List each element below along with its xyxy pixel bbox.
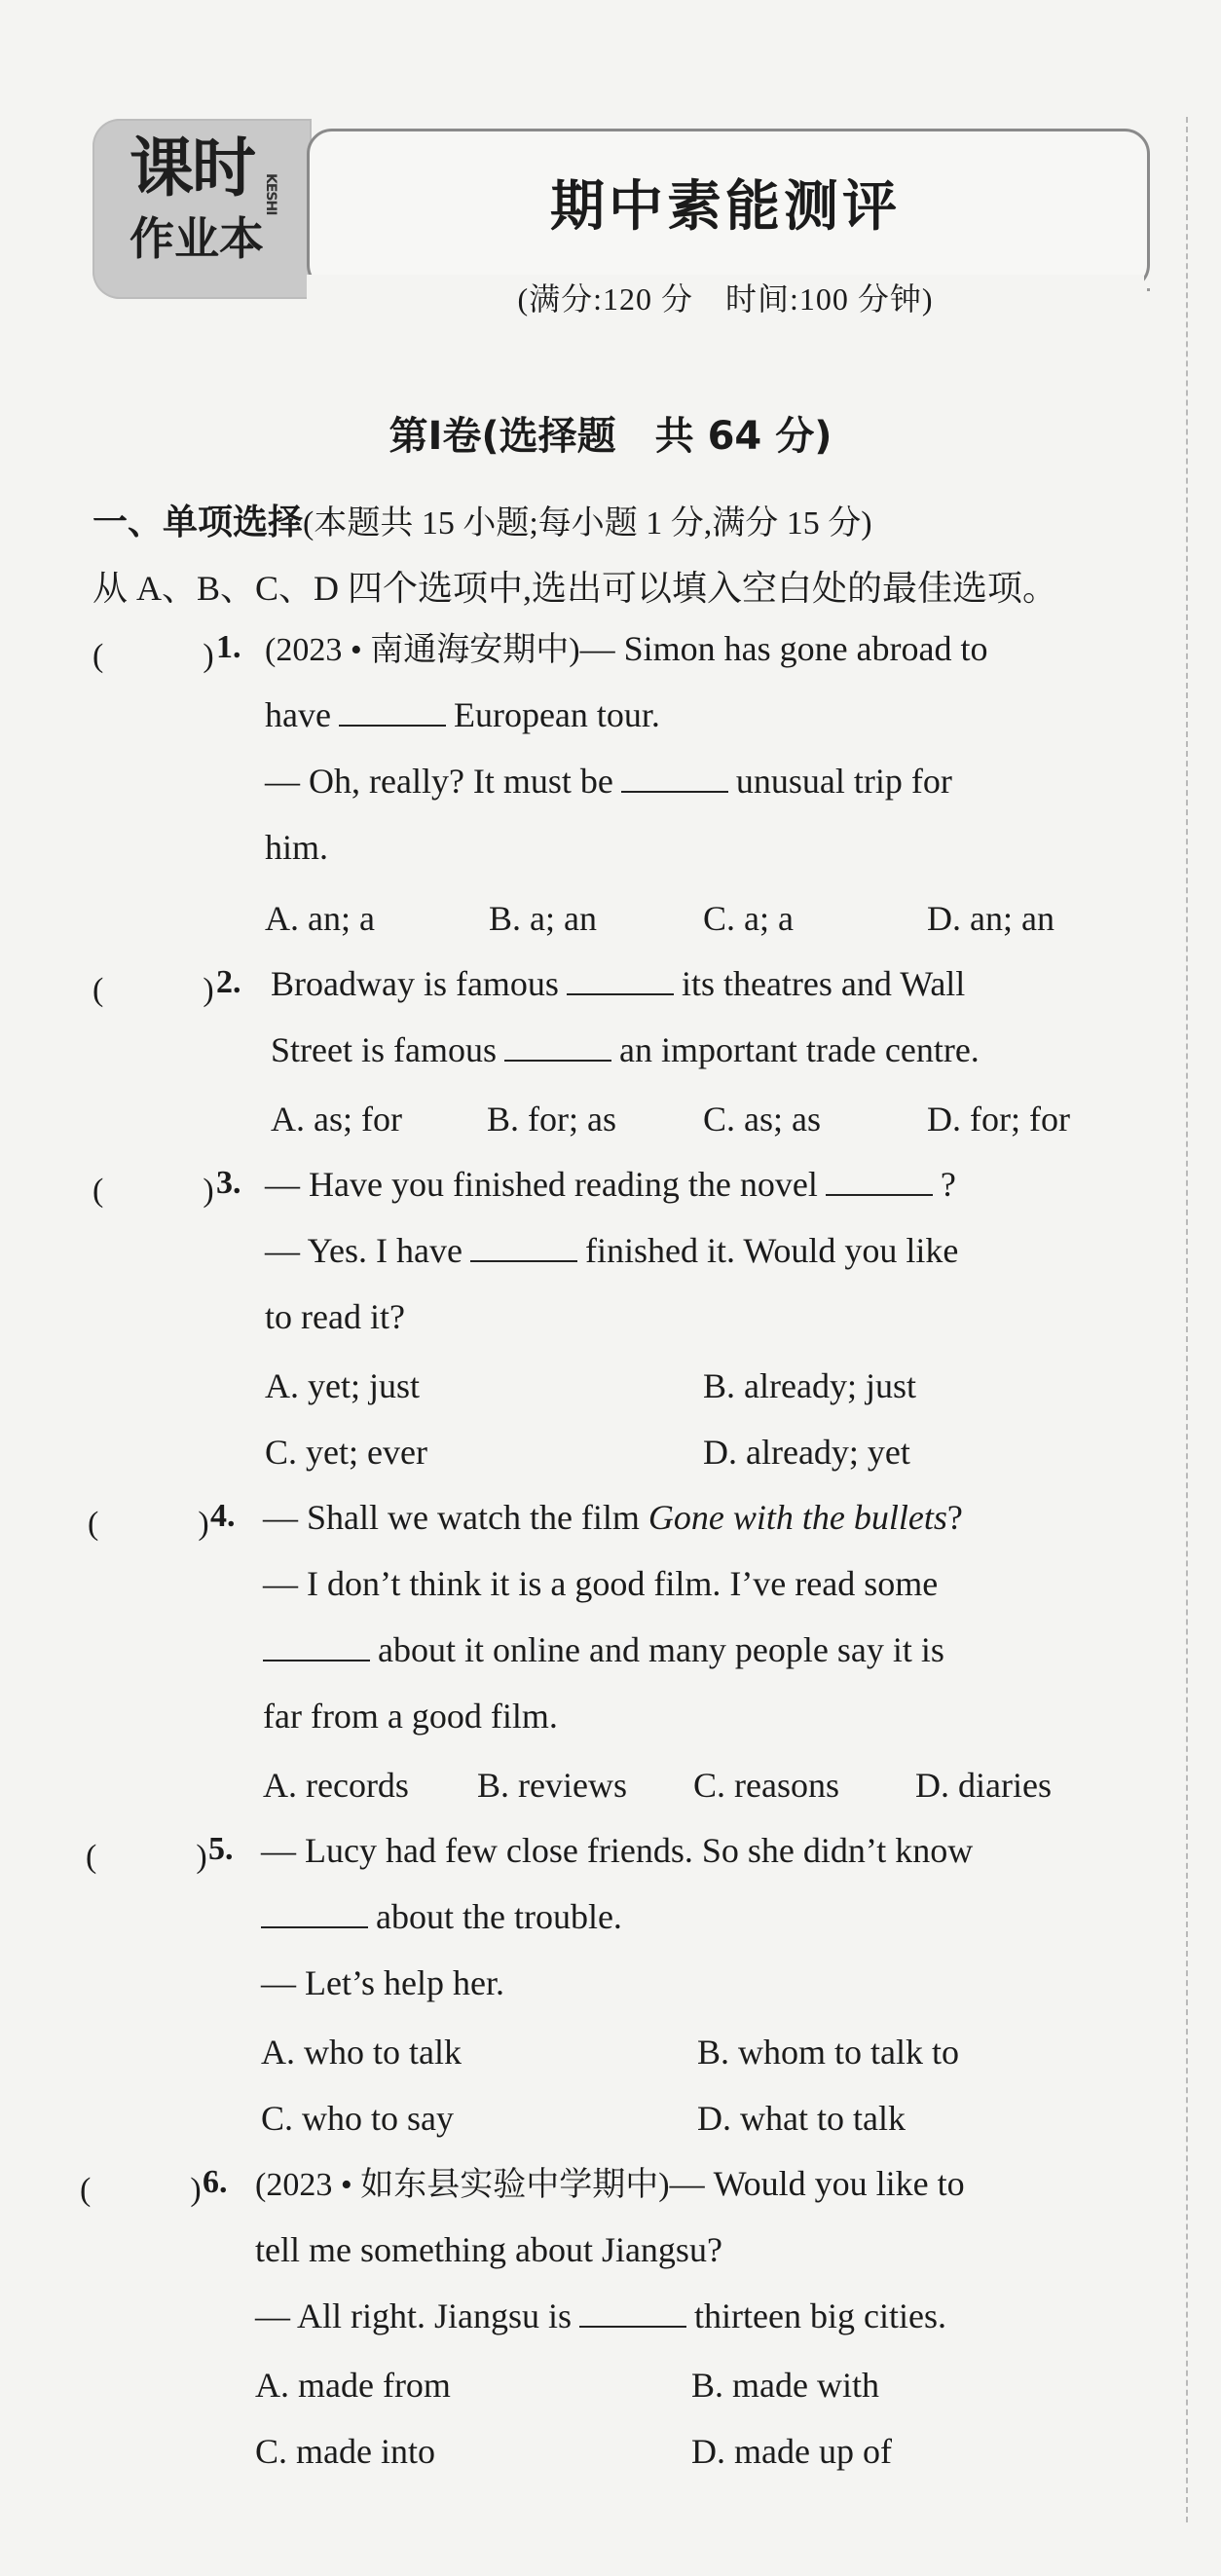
logo-text-small: KESHI	[263, 173, 278, 215]
option[interactable]: C. reasons	[693, 1766, 839, 1805]
question-text: — Oh, really? It must be	[265, 762, 613, 801]
question-text: thirteen big cities.	[694, 2296, 946, 2335]
question-line: to read it?	[265, 1297, 405, 1336]
section-title	[92, 495, 872, 544]
option[interactable]: D. diaries	[915, 1766, 1052, 1805]
option[interactable]: B. for; as	[487, 1100, 616, 1139]
part-title: 第Ⅰ卷(选择题 共 64 分)	[388, 414, 832, 459]
question-line: — Let’s help her.	[261, 1963, 504, 2002]
option[interactable]: A. who to talk	[261, 2033, 462, 2072]
option[interactable]: A. an; a	[265, 899, 375, 938]
question-text: — All right. Jiangsu is	[255, 2296, 573, 2335]
question-text: ?	[946, 1498, 963, 1537]
question-line	[261, 1899, 622, 1934]
question-source: (2023 • 如东县实验中学期中)	[255, 2167, 670, 2203]
question-line	[265, 1233, 958, 1268]
logo-text-top: 课时	[130, 131, 254, 205]
logo-text-bottom: 作业本	[130, 212, 264, 265]
question-line: — I don’t think it is a good film. I’ve read some	[263, 1564, 939, 1603]
answer-blank	[504, 1059, 611, 1062]
question-line: — Lucy had few close friends. So she didn’t know	[261, 1831, 974, 1870]
question-text: unusual trip for	[735, 762, 952, 801]
option[interactable]: D. already; yet	[703, 1433, 910, 1472]
question-line: far from a good film.	[263, 1697, 558, 1736]
question-line	[271, 966, 965, 1001]
answer-blank	[621, 790, 728, 793]
answer-blank	[567, 992, 674, 995]
question-text: — Have you finished reading the novel	[265, 1165, 818, 1204]
question-line	[271, 1032, 980, 1067]
answer-bracket[interactable]: ( )	[88, 1506, 209, 1542]
question-text: about it online and many people say it is	[378, 1630, 944, 1669]
option[interactable]: C. made into	[255, 2432, 435, 2471]
question-line	[265, 764, 952, 799]
question-text: Street is famous	[271, 1030, 497, 1069]
question-text: about the trouble.	[376, 1897, 622, 1936]
question-number: 3.	[216, 1165, 241, 1201]
option[interactable]: D. an; an	[927, 899, 1054, 938]
question-text: Broadway is famous	[271, 964, 559, 1003]
option[interactable]: C. who to say	[261, 2099, 454, 2138]
question-text: — Simon has gone abroad to	[579, 629, 988, 668]
answer-blank	[826, 1193, 933, 1196]
answer-blank	[261, 1925, 368, 1928]
question-number: 1.	[216, 629, 241, 665]
score-info: (满分:120 分 时间:100 分钟)	[307, 275, 1144, 319]
question-line	[265, 1167, 956, 1202]
option[interactable]: A. made from	[255, 2366, 451, 2405]
option[interactable]: C. yet; ever	[265, 1433, 427, 1472]
question-line: him.	[265, 828, 329, 867]
option[interactable]: B. reviews	[477, 1766, 627, 1805]
question-text: finished it. Would you like	[585, 1231, 959, 1270]
option[interactable]: A. as; for	[271, 1100, 402, 1139]
option[interactable]: A. records	[263, 1766, 409, 1805]
question-line: tell me something about Jiangsu?	[255, 2230, 722, 2269]
answer-bracket[interactable]: ( )	[92, 638, 214, 674]
question-number: 4.	[210, 1498, 236, 1534]
option[interactable]: B. made with	[691, 2366, 879, 2405]
section-note: (本题共 15 小题;每小题 1 分,满分 15 分)	[303, 505, 872, 541]
question-line	[255, 2166, 965, 2202]
question-line	[255, 2298, 946, 2333]
question-line	[263, 1632, 944, 1667]
answer-blank	[579, 2325, 686, 2328]
option[interactable]: C. as; as	[703, 1100, 821, 1139]
option[interactable]: D. for; for	[927, 1100, 1070, 1139]
film-title: Gone with the bullets	[648, 1498, 947, 1537]
question-text: European tour.	[453, 695, 660, 734]
question-line	[265, 631, 988, 667]
answer-bracket[interactable]: ( )	[92, 1173, 214, 1209]
question-number: 5.	[208, 1831, 234, 1867]
question-line	[263, 1500, 963, 1535]
answer-blank	[263, 1659, 370, 1661]
question-text: ?	[940, 1165, 956, 1204]
answer-bracket[interactable]: ( )	[92, 972, 214, 1008]
section-title-main: 一、单项选择	[92, 503, 304, 542]
option[interactable]: B. a; an	[489, 899, 597, 938]
question-text: have	[265, 695, 331, 734]
question-number: 6.	[203, 2164, 228, 2200]
option[interactable]: A. yet; just	[265, 1366, 420, 1405]
option[interactable]: B. whom to talk to	[697, 2033, 959, 2072]
page-edge-dashes	[1186, 117, 1188, 2522]
instruction: 从 A、B、C、D 四个选项中,选出可以填入空白处的最佳选项。	[92, 569, 1058, 608]
option[interactable]: B. already; just	[703, 1366, 916, 1405]
question-source: (2023 • 南通海安期中)	[265, 632, 580, 668]
question-number: 2.	[216, 964, 241, 1000]
answer-blank	[339, 724, 446, 727]
answer-bracket[interactable]: ( )	[86, 1839, 207, 1875]
option[interactable]: D. what to talk	[697, 2099, 906, 2138]
answer-blank	[470, 1259, 577, 1262]
option[interactable]: C. a; a	[703, 899, 794, 938]
question-text: its theatres and Wall	[681, 964, 966, 1003]
question-text: an important trade centre.	[618, 1030, 980, 1069]
question-text: — Shall we watch the film	[263, 1498, 640, 1537]
question-text: — Yes. I have	[265, 1231, 462, 1270]
page-title: 期中素能测评	[550, 175, 901, 239]
option[interactable]: D. made up of	[691, 2432, 892, 2471]
answer-bracket[interactable]: ( )	[80, 2172, 202, 2208]
question-text: — Would you like to	[669, 2164, 965, 2203]
question-line	[265, 697, 660, 732]
